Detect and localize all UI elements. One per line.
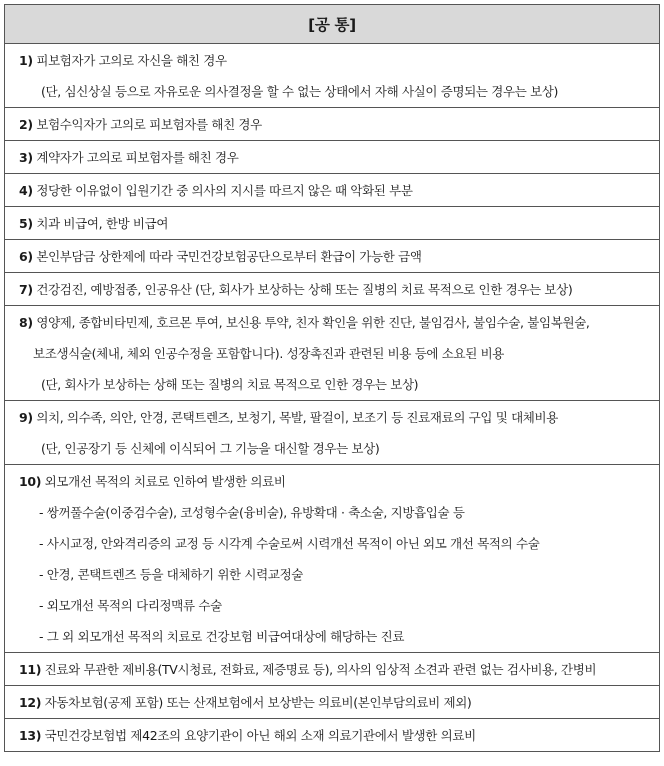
item-line <box>19 465 659 497</box>
item-text: 정당한 이유없이 입원기간 중 의사의 지시를 따르지 않은 때 악화된 부분 <box>32 183 413 198</box>
item-line <box>19 141 659 173</box>
table-row <box>5 174 660 207</box>
item-text: 계약자가 고의로 피보험자를 해친 경우 <box>32 150 239 165</box>
item-number: 8) <box>19 315 33 330</box>
item-cell <box>5 719 660 752</box>
item-text: 외모개선 목적의 치료로 인하여 발생한 의료비 <box>41 474 286 489</box>
table-row <box>5 719 660 752</box>
item-cell <box>5 141 660 174</box>
item-line <box>19 174 659 206</box>
item-text: 피보험자가 고의로 자신을 해친 경우 <box>32 53 227 68</box>
item-number: 2) <box>19 117 33 132</box>
item-line <box>19 686 659 718</box>
item-number: 7) <box>19 282 33 297</box>
table-header: [공 통] <box>5 5 660 44</box>
item-number: 6) <box>19 249 33 264</box>
item-cell <box>5 273 660 306</box>
item-cell <box>5 686 660 719</box>
item-number: 1) <box>19 53 33 68</box>
item-cell <box>5 401 660 465</box>
item-line <box>19 240 659 272</box>
item-text: 진료와 무관한 제비용(TV시청료, 전화료, 제증명료 등), 의사의 임상적 소견과 관련 없는 검사비용, 간병비 <box>41 662 597 677</box>
item-line <box>19 653 659 685</box>
item-number: 4) <box>19 183 33 198</box>
item-subline: - 쌍꺼풀수술(이중검수술), 코성형수술(융비술), 유방확대 · 축소술, 지방흡입술 등 <box>39 505 465 520</box>
item-text: 의치, 의수족, 의안, 안경, 콘택트렌즈, 보청기, 목발, 팔걸이, 보조기 등 진료재료의 구입 및 대체비용 <box>32 410 558 425</box>
table-row <box>5 273 660 306</box>
item-cell <box>5 653 660 686</box>
item-cell <box>5 240 660 273</box>
item-line <box>19 44 659 76</box>
table-row <box>5 108 660 141</box>
item-text: 보험수익자가 고의로 피보험자를 해친 경우 <box>32 117 262 132</box>
table-row <box>5 141 660 174</box>
item-number: 13) <box>19 728 42 743</box>
table-row <box>5 401 660 465</box>
item-cell <box>5 306 660 401</box>
table-row <box>5 207 660 240</box>
item-cell <box>5 44 660 108</box>
item-subline: (단, 인공장기 등 신체에 이식되어 그 기능을 대신할 경우는 보상) <box>41 441 380 456</box>
item-subline: - 사시교정, 안와격리증의 교정 등 시각계 수술로써 시력개선 목적이 아닌 외모 개선 목적의 수술 <box>39 536 540 551</box>
item-line <box>19 306 659 338</box>
item-cell <box>5 207 660 240</box>
item-subline: (단, 회사가 보상하는 상해 또는 질병의 치료 목적으로 인한 경우는 보상) <box>41 377 419 392</box>
table-row <box>5 686 660 719</box>
item-line <box>19 401 659 433</box>
exclusions-table <box>4 4 660 752</box>
item-text: 치과 비급여, 한방 비급여 <box>32 216 169 231</box>
table-row <box>5 306 660 401</box>
item-text: 영양제, 종합비타민제, 호르몬 투여, 보신용 투약, 친자 확인을 위한 진단, 불임검사, 불임수술, 불임복원술, <box>32 315 590 330</box>
item-line <box>19 108 659 140</box>
item-cell <box>5 465 660 653</box>
table-row <box>5 240 660 273</box>
item-number: 9) <box>19 410 33 425</box>
item-subline: - 그 외 외모개선 목적의 치료로 건강보험 비급여대상에 해당하는 진료 <box>39 629 405 644</box>
item-subline: (단, 심신상실 등으로 자유로운 의사결정을 할 수 없는 상태에서 자해 사실이 증명되는 경우는 보상) <box>41 84 559 99</box>
item-number: 11) <box>19 662 42 677</box>
table-row <box>5 653 660 686</box>
item-number: 3) <box>19 150 33 165</box>
item-line <box>19 273 659 305</box>
item-cell <box>5 108 660 141</box>
item-number: 12) <box>19 695 42 710</box>
item-number: 10) <box>19 474 42 489</box>
item-subline: 보조생식술(체내, 체외 인공수정을 포함합니다). 성장촉진과 관련된 비용 등에 소요된 비용 <box>33 346 505 361</box>
item-subline: - 외모개선 목적의 다리정맥류 수술 <box>39 598 222 613</box>
item-line <box>19 207 659 239</box>
item-text: 건강검진, 예방접종, 인공유산 (단, 회사가 보상하는 상해 또는 질병의 치료 목적으로 인한 경우는 보상) <box>32 282 573 297</box>
table-row <box>5 44 660 108</box>
item-cell <box>5 174 660 207</box>
item-number: 5) <box>19 216 33 231</box>
item-text: 자동차보험(공제 포함) 또는 산재보험에서 보상받는 의료비(본인부담의료비 제외) <box>41 695 472 710</box>
item-line <box>19 719 659 751</box>
item-text: 국민건강보험법 제42조의 요양기관이 아닌 해외 소재 의료기관에서 발생한 의료비 <box>41 728 476 743</box>
table-row <box>5 465 660 653</box>
item-subline: - 안경, 콘택트렌즈 등을 대체하기 위한 시력교정술 <box>39 567 304 582</box>
item-text: 본인부담금 상한제에 따라 국민건강보험공단으로부터 환급이 가능한 금액 <box>32 249 422 264</box>
